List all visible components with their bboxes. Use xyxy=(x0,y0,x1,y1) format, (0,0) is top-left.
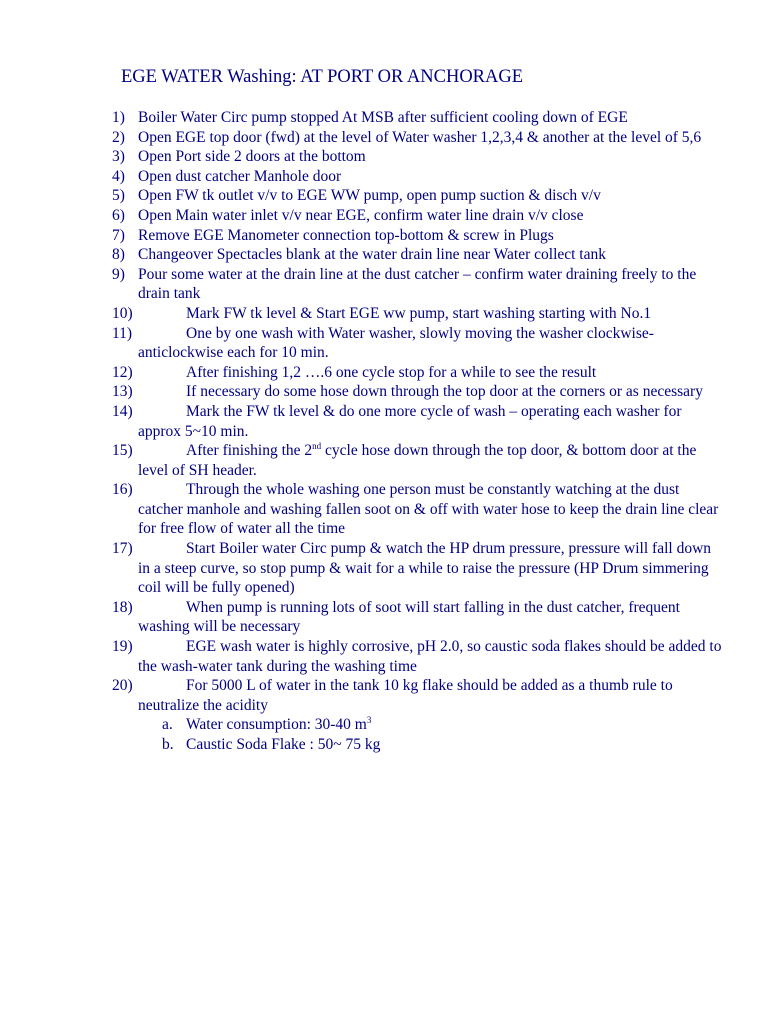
step-text: Open dust catcher Manhole door xyxy=(138,167,342,185)
step-number: 1) xyxy=(112,109,125,126)
list-item xyxy=(112,382,722,402)
list-item xyxy=(112,676,722,715)
list-item xyxy=(112,167,722,187)
list-item xyxy=(112,226,722,246)
sub-list-item xyxy=(112,735,722,755)
list-item xyxy=(112,147,722,167)
step-number: 2) xyxy=(112,128,125,146)
step-text: Mark the FW tk level & do one more cycle of wash – operating each washer for approx 5~10 min. xyxy=(138,402,682,440)
step-number: 14) xyxy=(112,402,133,420)
list-item xyxy=(112,186,722,206)
step-number: 3) xyxy=(112,148,125,166)
substep-text: Water consumption: 30-40 m xyxy=(186,716,367,734)
step-text: Through the whole washing one person must be constantly watching at the dust catcher manhole and washing fallen soot on & off with water hose to keep the drain line clear for free flow of water all the time xyxy=(138,481,719,538)
step-number: 9) xyxy=(112,265,125,283)
unit-superscript: 3 xyxy=(366,715,372,726)
step-number: 11) xyxy=(112,324,133,342)
step-text: After finishing the 2 xyxy=(186,442,313,460)
step-text: Remove EGE Manometer connection top-bottom & screw in Plugs xyxy=(138,226,554,244)
list-item xyxy=(112,108,722,128)
step-number: 12) xyxy=(112,363,133,381)
steps-list xyxy=(112,108,722,755)
step-number: 16) xyxy=(112,481,133,499)
list-item xyxy=(112,441,722,480)
step-number: 17) xyxy=(112,540,133,558)
list-item xyxy=(112,304,722,324)
list-item xyxy=(112,206,722,226)
list-item xyxy=(112,128,722,148)
list-item xyxy=(112,539,722,598)
step-number: 8) xyxy=(112,246,125,264)
list-item xyxy=(112,363,722,383)
step-text: Open Port side 2 doors at the bottom xyxy=(138,148,366,166)
sub-list-item xyxy=(112,715,722,735)
document-title: EGE WATER Washing: AT PORT OR ANCHORAGE xyxy=(121,67,524,87)
list-item xyxy=(112,480,722,539)
step-text: When pump is running lots of soot will start falling in the dust catcher, frequent washing will be necessary xyxy=(138,598,680,636)
step-text: Open EGE top door (fwd) at the level of Water washer 1,2,3,4 & another at the level of 5,6 xyxy=(138,128,702,146)
step-text: Open Main water inlet v/v near EGE, confirm water line drain v/v close xyxy=(138,206,584,224)
step-text: One by one wash with Water washer, slowly moving the washer clockwise-anticlockwise each for 10 min. xyxy=(138,324,654,362)
list-item xyxy=(112,637,722,676)
ordinal-superscript: nd xyxy=(312,440,322,451)
step-text: Open FW tk outlet v/v to EGE WW pump, open pump suction & disch v/v xyxy=(138,187,601,205)
step-text: Start Boiler water Circ pump & watch the HP drum pressure, pressure will fall down in a steep curve, so stop pump & wait for a while to raise the pressure (HP Drum simmering coil will be fully opened) xyxy=(138,540,712,597)
step-number: 4) xyxy=(112,167,125,185)
step-text: For 5000 L of water in the tank 10 kg flake should be added as a thumb rule to neutralize the acidity xyxy=(138,677,673,714)
list-item xyxy=(112,245,722,265)
step-number: 13) xyxy=(112,383,133,401)
list-item xyxy=(112,265,722,304)
step-text: Boiler Water Circ pump stopped At MSB after sufficient cooling down of EGE xyxy=(138,109,628,126)
step-text: Pour some water at the drain line at the dust catcher – confirm water draining freely to the drain tank xyxy=(138,265,697,303)
step-number: 18) xyxy=(112,598,133,616)
step-text: EGE wash water is highly corrosive, pH 2.0, so caustic soda flakes should be added to the wash-water tank during the washing time xyxy=(138,638,722,675)
step-text: After finishing 1,2 ….6 one cycle stop for a while to see the result xyxy=(186,363,597,381)
step-text: Changeover Spectacles blank at the water drain line near Water collect tank xyxy=(138,246,606,264)
step-number: 19) xyxy=(112,638,133,656)
substep-text: Caustic Soda Flake : 50~ 75 kg xyxy=(186,736,381,753)
list-item xyxy=(112,598,722,637)
substep-letter: b. xyxy=(162,736,174,753)
step-number: 7) xyxy=(112,226,125,244)
step-number: 10) xyxy=(112,304,133,322)
substep-letter: a. xyxy=(162,716,173,734)
step-text: cycle hose down through the top door, & bottom door at the level of SH header. xyxy=(138,442,697,479)
step-number: 5) xyxy=(112,187,125,205)
list-item xyxy=(112,402,722,441)
step-text: If necessary do some hose down through the top door at the corners or as necessary xyxy=(186,383,703,401)
step-number: 15) xyxy=(112,442,133,460)
step-text: Mark FW tk level & Start EGE ww pump, start washing starting with No.1 xyxy=(186,304,652,322)
step-number: 6) xyxy=(112,206,125,224)
list-item xyxy=(112,324,722,363)
step-number: 20) xyxy=(112,677,133,695)
